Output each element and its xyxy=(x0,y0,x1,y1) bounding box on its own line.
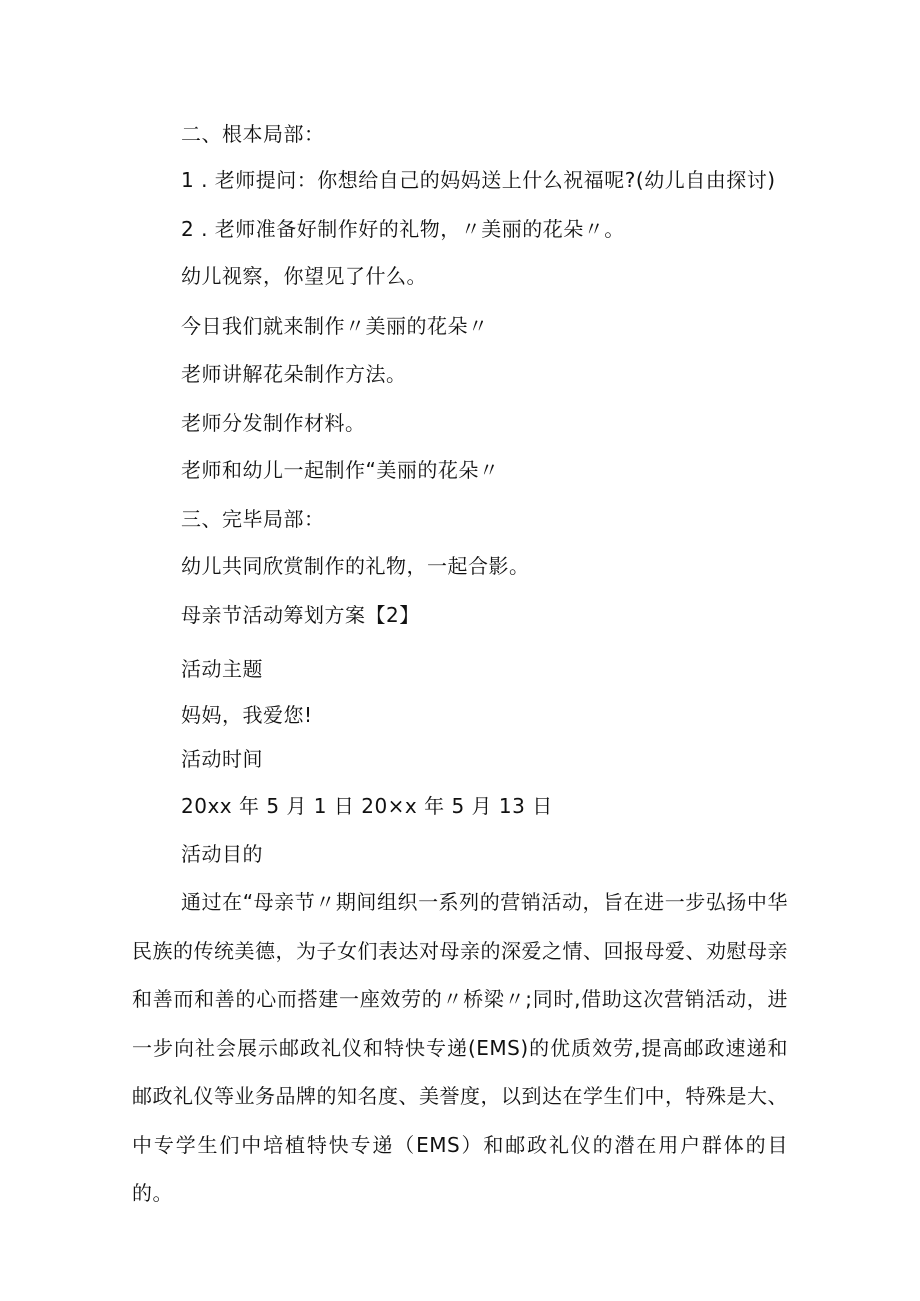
field-value-theme: 妈妈，我爱您! xyxy=(181,703,313,727)
section-heading-end: 三、完毕局部： xyxy=(181,507,325,531)
text-line: 幼儿共同欣赏制作的礼物，一起合影。 xyxy=(181,554,530,578)
step-item-2: 2 . 老师准备好制作好的礼物，〃美丽的花朵〃。 xyxy=(181,217,625,241)
step-item-1: 1 . 老师提问：你想给自己的妈妈送上什么祝福呢?(幼儿自由探讨) xyxy=(181,168,776,192)
purpose-paragraph xyxy=(132,878,788,1218)
field-label-time: 活动时间 xyxy=(181,747,263,771)
text-line: 老师和幼儿一起制作“美丽的花朵〃 xyxy=(181,458,500,482)
text-line: 老师讲解花朵制作方法。 xyxy=(181,362,407,386)
text-line: 老师分发制作材料。 xyxy=(181,411,366,435)
plan-title: 母亲节活动筹划方案【2】 xyxy=(181,603,420,627)
field-value-time: 20xx 年 5 月 1 日 20×x 年 5 月 13 日 xyxy=(181,794,553,818)
text-line: 今日我们就来制作〃美丽的花朵〃 xyxy=(181,314,489,338)
section-heading-basic: 二、根本局部： xyxy=(181,122,325,146)
text-line: 幼儿视察，你望见了什么。 xyxy=(181,264,427,288)
field-label-theme: 活动主题 xyxy=(181,657,263,681)
purpose-paragraph-text: 通过在“母亲节〃期间组织一系列的营销活动，旨在进一步弘扬中华民族的传统美德，为子女们表达对母亲的深爱之情、回报母爱、劝慰母亲和善而和善的心而搭建一座效劳的〃桥梁〃;同时,借助这次营销活动，进一步向社会展示邮政礼仪和特快专递(EMS)的优质效劳,提高邮政速递和邮政礼仪等业务品牌的知名度、美誉度，以到达在学生们中，特殊是大、中专学生们中培植特快专递（EMS）和邮政礼仪的潜在用户群体的目的。 xyxy=(132,890,788,1205)
field-label-purpose: 活动目的 xyxy=(181,842,263,866)
